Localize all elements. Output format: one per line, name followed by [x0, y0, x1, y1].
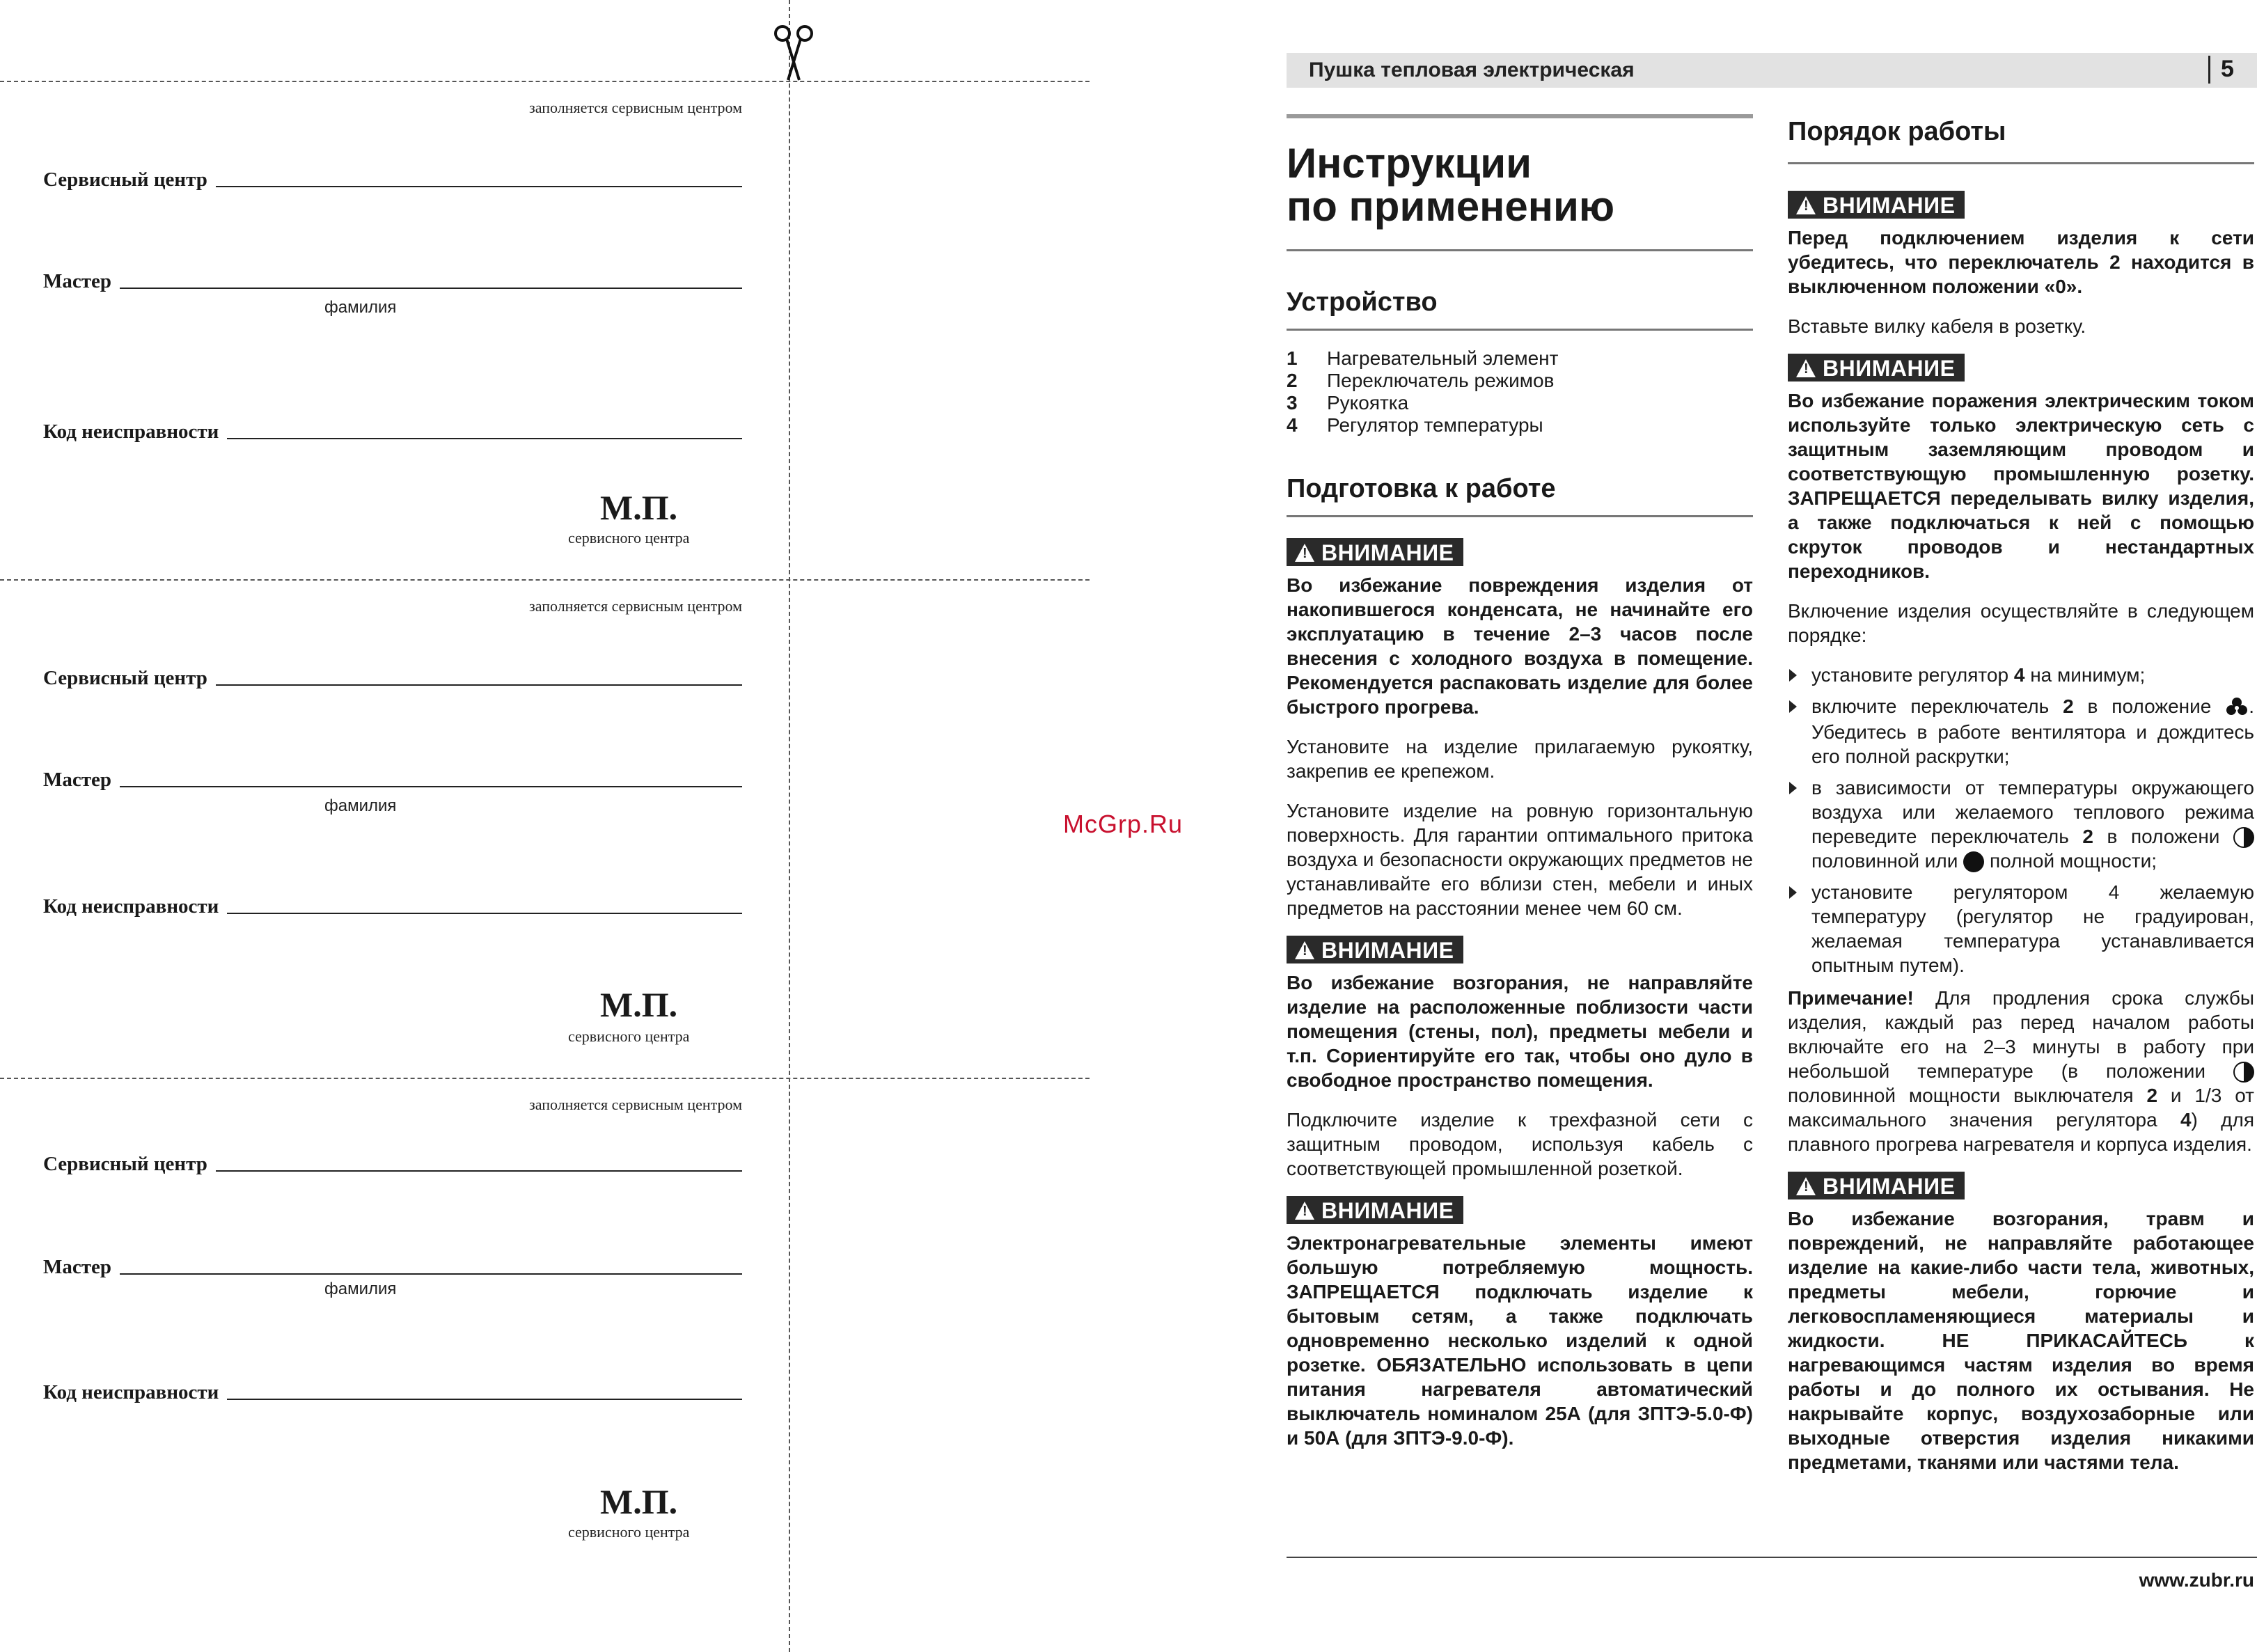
instructions-column: [1287, 114, 1753, 1465]
arrow-icon: [1788, 694, 1811, 769]
page-number: 5: [2221, 56, 2234, 82]
note-paragraph: Примечание! Для продления срока службы изделия, каждый раз перед началом работы включайте его на 2–3 минуты в работу при небольшой температуре (в положении половинной мощности выключателя 2 и 1/3 от максимального значения регулятора 4) для плавного прогрева нагревателя и корпуса изделия.: [1788, 986, 2254, 1155]
fault-code-field[interactable]: Код неисправности: [43, 895, 742, 918]
warning-text-switch: Перед подключением изделия к сети убедитесь, что переключатель 2 находится в выключенном положении «0».: [1788, 227, 2254, 297]
paragraph-plug: Вставьте вилку кабеля в розетку.: [1788, 315, 2086, 337]
page-header-title: Пушка тепловая электрическая: [1309, 58, 1635, 81]
warning-text-fire: Во избежание возгорания, не направляйте изделие на расположенные поблизости части помещения (стены, пол), предметы мебели и т.п. Сориентируйте его так, чтобы оно дуло в свободное пространство помещения.: [1287, 972, 1753, 1091]
stamp-caption: сервисного центра: [568, 1028, 690, 1045]
operation-column: [1788, 117, 2254, 1490]
list-item: включите переключатель 2 в положение . Убедитесь в работе вентилятора и дождитесь его полной раскрутки;: [1788, 694, 2254, 769]
warning-text-power: Электронагревательные элементы имеют большую потребляемую мощность. ЗАПРЕЩАЕТСЯ подключать изделие к бытовым сетям, а также подключать одновременно несколько изделий к одной розетке. ОБЯЗАТЕЛЬНО использовать в цепи питания нагревателя автоматический выключатель номиналом 25А (для ЗПТЭ-5.0-Ф) и 50А (для ЗПТЭ-9.0-Ф).: [1287, 1232, 1753, 1449]
surname-caption: фамилия: [324, 298, 397, 317]
service-coupon-2: [0, 579, 766, 1078]
coupon-note: заполняется сервисным центром: [529, 597, 742, 615]
warning-badge: !ВНИМАНИЕ: [1788, 354, 1965, 381]
list-item: 3 Рукоятка: [1287, 392, 1409, 414]
list-item: в зависимости от температуры окружающего воздуха или желаемого теплового режима переведите переключатель 2 в положени половинной или полной мощности;: [1788, 776, 2254, 873]
surname-caption: фамилия: [324, 1280, 397, 1298]
warning-badge: !ВНИМАНИЕ: [1287, 538, 1463, 566]
warning-icon: [1295, 1202, 1314, 1220]
service-center-field[interactable]: Сервисный центр: [43, 667, 742, 690]
surname-caption: фамилия: [324, 796, 397, 815]
paragraph-handle: Установите на изделие прилагаемую рукоятку, закрепив ее крепежом.: [1287, 736, 1753, 782]
footer-rule: [1287, 1557, 2257, 1558]
warning-badge: !ВНИМАНИЕ: [1287, 1196, 1463, 1224]
fault-code-field[interactable]: Код неисправности: [43, 1381, 742, 1404]
service-coupon-1: [0, 81, 766, 580]
title-block: [1287, 114, 1753, 251]
list-item: 2 Переключатель режимов: [1287, 370, 1555, 391]
warning-icon: [1796, 196, 1816, 214]
arrow-icon: [1788, 663, 1811, 687]
stamp-caption: сервисного центра: [568, 529, 690, 546]
page-title-line1: Инструкции: [1287, 140, 1532, 187]
warning-icon: [1796, 1177, 1816, 1195]
warning-badge: !ВНИМАНИЕ: [1788, 1172, 1965, 1199]
scissors-icon: [773, 21, 815, 84]
master-field[interactable]: Мастер: [43, 769, 742, 792]
arrow-icon: [1788, 880, 1811, 977]
fault-code-field[interactable]: Код неисправности: [43, 420, 742, 443]
stamp-label: М.П.: [600, 488, 678, 527]
paragraph-order: Включение изделия осуществляйте в следующем порядке:: [1788, 600, 2254, 646]
full-power-icon: [1963, 851, 1984, 872]
list-item: 1 Нагревательный элемент: [1287, 347, 1559, 369]
coupon-note: заполняется сервисным центром: [529, 1096, 742, 1113]
warning-badge: !ВНИМАНИЕ: [1287, 936, 1463, 963]
operation-heading: Порядок работы: [1788, 120, 2254, 164]
master-field[interactable]: Мастер: [43, 270, 742, 293]
footer-url[interactable]: www.zubr.ru: [2139, 1569, 2254, 1591]
list-item: установите регулятор 4 на минимум;: [1788, 663, 2254, 687]
stamp-caption: сервисного центра: [568, 1523, 690, 1541]
steps-list: [1788, 663, 2254, 977]
coupon-note: заполняется сервисным центром: [529, 99, 742, 116]
page-title-line2: по применению: [1287, 185, 1753, 251]
list-item: установите регулятором 4 желаемую температуру (регулятор не градуирован, желаемая температура устанавливается опытным путем).: [1788, 880, 2254, 977]
fan-icon: [2225, 696, 2249, 720]
vertical-cut-line: [789, 0, 790, 1652]
arrow-icon: [1788, 776, 1811, 873]
warning-icon: [1796, 359, 1816, 377]
warning-text-shock: Во избежание поражения электрическим током используйте только электрическую сеть с защитным заземляющим проводом и соответствующую промышленную розетку. ЗАПРЕЩАЕТСЯ переделывать вилку изделия, а также подключаться к ней с помощью скруток проводов и нестандартных переходников.: [1788, 390, 2254, 582]
stamp-label: М.П.: [600, 985, 678, 1024]
service-coupon-3: [0, 1078, 766, 1577]
device-heading: Устройство: [1287, 290, 1753, 331]
paragraph-placement: Установите изделие на ровную горизонтальную поверхность. Для гарантии оптимального притока воздуха и безопасности окружающих предметов не устанавливайте его вблизи стен, мебели и иных предметов на расстоянии менее чем 60 см.: [1287, 800, 1753, 919]
device-list: [1287, 347, 1753, 436]
watermark: McGrp.Ru: [1063, 810, 1183, 838]
service-center-field[interactable]: Сервисный центр: [43, 1153, 742, 1176]
warning-badge: !ВНИМАНИЕ: [1788, 191, 1965, 219]
stamp-label: М.П.: [600, 1482, 678, 1521]
half-power-icon: [2233, 827, 2254, 848]
prep-heading: Подготовка к работе: [1287, 477, 1753, 517]
half-power-icon: [2233, 1062, 2254, 1083]
warning-icon: [1295, 544, 1314, 562]
list-item: 4 Регулятор температуры: [1287, 414, 1543, 436]
warning-text-condensate: Во избежание повреждения изделия от накопившегося конденсата, не начинайте его эксплуатацию в течение 2–3 часов после внесения с холодного воздуха в помещение. Рекомендуется распаковать изделие для более быстрого прогрева.: [1287, 574, 1753, 718]
paragraph-connect: Подключите изделие к трехфазной сети с защитным проводом, используя кабель с соответствующей промышленной розеткой.: [1287, 1109, 1753, 1179]
page-header-separator: [2208, 56, 2210, 84]
warning-text-burns: Во избежание возгорания, травм и повреждений, не направляйте работающее изделие на какие-либо части тела, животных, предметы мебели, горючие и легковоспламеняющиеся материалы и жидкости. НЕ ПРИКАСАЙТЕСЬ к нагревающимся частям изделия во время работы и до полного их остывания. Не накрывайте корпус, воздухозаборные или выходные отверстия изделия никакими предметами, тканями или частями тела.: [1788, 1207, 2254, 1473]
master-field[interactable]: Мастер: [43, 1256, 742, 1279]
service-center-field[interactable]: Сервисный центр: [43, 168, 742, 191]
warning-icon: [1295, 941, 1314, 959]
